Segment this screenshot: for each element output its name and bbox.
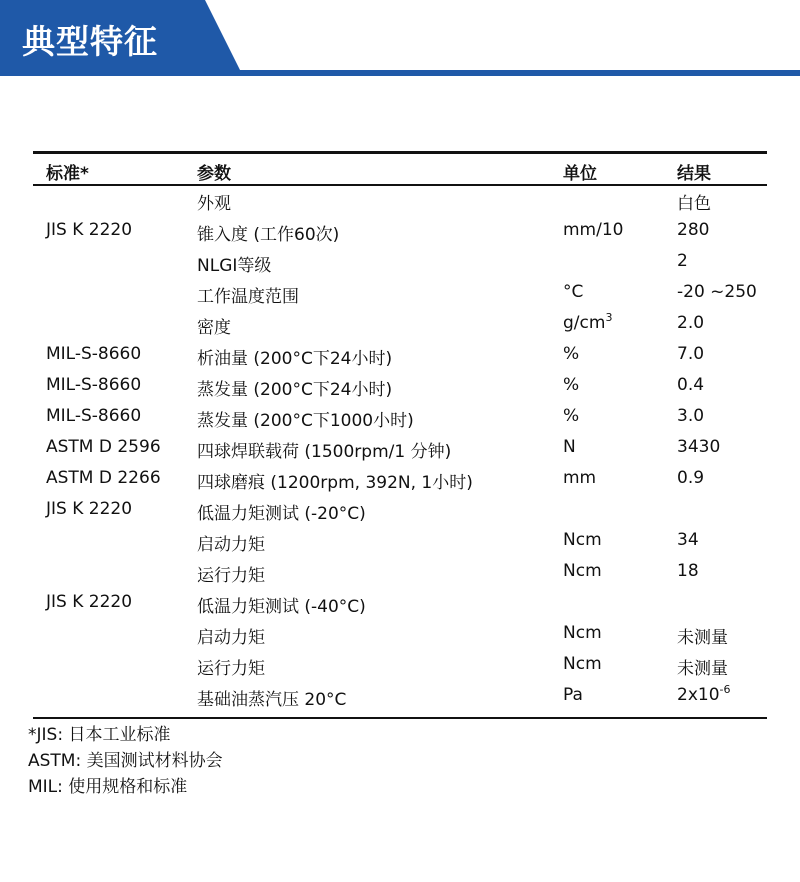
cell-result: 18 [677, 561, 699, 581]
cell-parameter: 蒸发量 (200°C下24小时) [197, 380, 393, 400]
cell-unit: mm [563, 468, 597, 488]
cell-unit: Pa [563, 685, 583, 705]
table-row [33, 527, 767, 558]
cell-parameter: 工作温度范围 [197, 287, 299, 307]
table-row [33, 620, 767, 651]
cell-parameter: 密度 [197, 318, 231, 338]
cell-parameter: 析油量 (200°C下24小时) [197, 349, 393, 369]
cell-result: 2.0 [677, 313, 705, 333]
column-header-parameter: 参数 [197, 164, 231, 184]
cell-unit: Ncm [563, 623, 602, 643]
column-header-standard: 标准* [46, 164, 89, 184]
cell-parameter: 运行力矩 [197, 659, 265, 679]
table-row [33, 651, 767, 682]
cell-unit: mm/10 [563, 220, 624, 240]
cell-unit: % [563, 375, 580, 395]
cell-standard: MIL-S-8660 [46, 344, 142, 364]
cell-parameter: 蒸发量 (200°C下1000小时) [197, 411, 414, 431]
table-row [33, 403, 767, 434]
section-header [0, 0, 800, 76]
cell-unit: $g/cm^3$ [563, 311, 613, 333]
cell-parameter: NLGI等级 [197, 256, 272, 276]
cell-unit: N [563, 437, 576, 457]
cell-result: -20 ~250 [677, 282, 757, 302]
cell-parameter: 四球焊联载荷 (1500rpm/1 分钟) [197, 442, 452, 462]
footnote-jis: *JIS: 日本工业标准 [28, 725, 171, 745]
cell-result: 3.0 [677, 406, 705, 426]
table-row [33, 310, 767, 341]
table-bottom-rule [33, 717, 767, 719]
table-body [33, 186, 767, 713]
cell-result: 白色 [677, 194, 711, 214]
cell-parameter: 低温力矩测试 (-20°C) [197, 504, 366, 524]
table-row [33, 248, 767, 279]
cell-standard: JIS K 2220 [46, 499, 133, 519]
table-row [33, 558, 767, 589]
column-header-unit: 单位 [563, 164, 597, 184]
table-row [33, 279, 767, 310]
cell-unit: Ncm [563, 530, 602, 550]
cell-unit: % [563, 406, 580, 426]
cell-parameter: 运行力矩 [197, 566, 265, 586]
column-header-result: 结果 [677, 164, 711, 184]
cell-parameter: 外观 [197, 194, 231, 214]
cell-unit: °C [563, 282, 584, 302]
cell-parameter: 启动力矩 [197, 535, 265, 555]
cell-result-superscript: -6 [719, 683, 731, 696]
table-row [33, 341, 767, 372]
table-row [33, 465, 767, 496]
cell-parameter: 四球磨痕 (1200rpm, 392N, 1小时) [197, 473, 473, 493]
cell-standard: MIL-S-8660 [46, 406, 142, 426]
table-header-row [33, 154, 767, 184]
cell-result: $2x10^{-6}$ [677, 683, 731, 705]
cell-result: 0.9 [677, 468, 705, 488]
footnote-mil: MIL: 使用规格和标准 [28, 777, 188, 797]
cell-standard: JIS K 2220 [46, 220, 133, 240]
cell-result: 0.4 [677, 375, 705, 395]
section-title: 典型特征 [22, 22, 158, 61]
table-row [33, 186, 767, 217]
cell-standard: ASTM D 2266 [46, 468, 161, 488]
table-row [33, 682, 767, 713]
table-row [33, 496, 767, 527]
table-row [33, 589, 767, 620]
cell-result: 34 [677, 530, 699, 550]
cell-result: 2 [677, 251, 688, 271]
cell-result: 未测量 [677, 659, 728, 679]
cell-unit: % [563, 344, 580, 364]
cell-parameter: 低温力矩测试 (-40°C) [197, 597, 366, 617]
cell-unit-superscript: 3 [605, 311, 613, 324]
cell-standard: JIS K 2220 [46, 592, 133, 612]
cell-standard: MIL-S-8660 [46, 375, 142, 395]
table-row [33, 372, 767, 403]
table-row [33, 217, 767, 248]
footnotes [28, 722, 223, 800]
cell-result: 3430 [677, 437, 721, 457]
cell-parameter: 启动力矩 [197, 628, 265, 648]
cell-result: 未测量 [677, 628, 728, 648]
cell-result: 280 [677, 220, 710, 240]
cell-result: 7.0 [677, 344, 705, 364]
cell-parameter: 基础油蒸汽压 20°C [197, 690, 347, 710]
cell-unit: Ncm [563, 561, 602, 581]
cell-unit: Ncm [563, 654, 602, 674]
footnote-astm: ASTM: 美国测试材料协会 [28, 751, 223, 771]
cell-standard: ASTM D 2596 [46, 437, 161, 457]
table-row [33, 434, 767, 465]
cell-parameter: 锥入度 (工作60次) [197, 225, 340, 245]
